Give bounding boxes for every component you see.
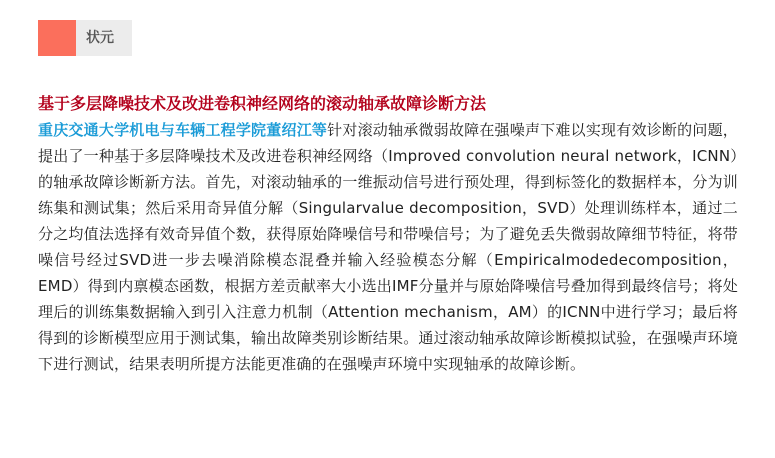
section-tag bbox=[38, 20, 132, 56]
article-title: 基于多层降噪技术及改进卷积神经网络的滚动轴承故障诊断方法 bbox=[38, 94, 487, 113]
abstract-text: 针对滚动轴承微弱故障在强噪声下难以实现有效诊断的问题，提出了一种基于多层降噪技术及改进卷积神经网络（Improved convolution neural network，ICNN）的轴承故障诊断新方法。首先，对滚动轴承的一维振动信号进行预处理，得到标签化的数据样本，分为训练集和测试集；然后采用奇异值分解（Singularvalue decomposition，SVD）处理训练样本，通过二分之均值法选择有效奇异值个数，获得原始降噪信号和带噪信号；为了避免丢失微弱故障细节特征，将带噪信号经过SVD进一步去噪消除模态混叠并输入经验模态分解（Empiricalmodedecomposition，EMD）得到内禀模态函数，根据方差贡献率大小选出IMF分量并与原始降噪信号叠加得到最终信号；将处理后的训练集数据输入到引入注意力机制（Attention mechanism，AM）的ICNN中进行学习；最后将得到的诊断模型应用于测试集，输出故障类别诊断结果。通过滚动轴承故障诊断模拟试验，在强噪声环境下进行测试，结果表明所提方法能更准确的在强噪声环境中实现轴承的故障诊断。 bbox=[38, 121, 738, 373]
section-tag-swatch bbox=[38, 20, 76, 56]
section-tag-label: 状元 bbox=[86, 30, 114, 46]
article-abstract bbox=[38, 117, 738, 377]
article-author: 重庆交通大学机电与车辆工程学院董绍江等 bbox=[38, 121, 328, 139]
